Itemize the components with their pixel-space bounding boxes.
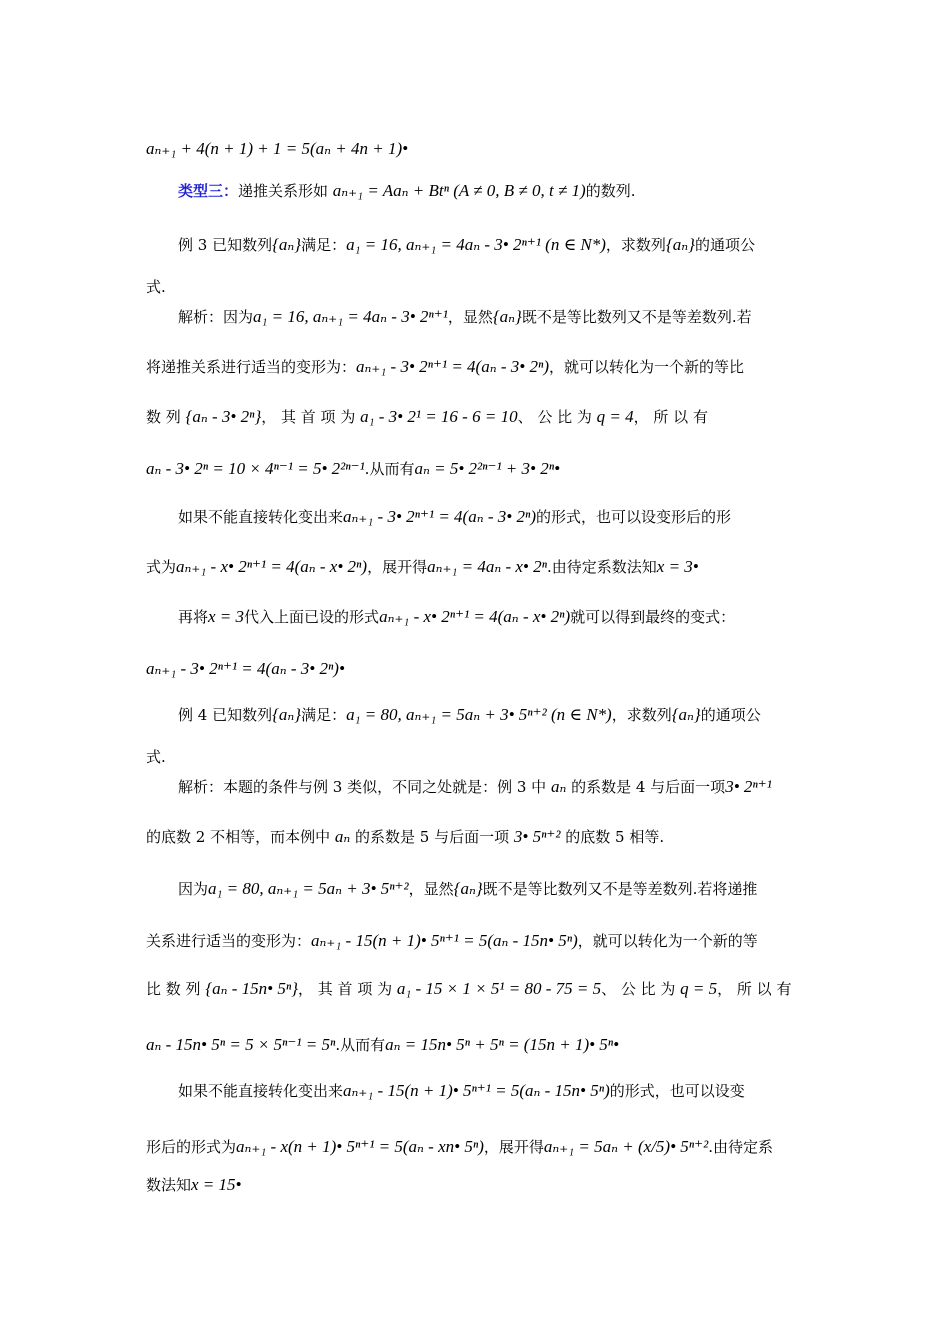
body-text: 数 列	[146, 408, 186, 426]
math-formula: aₙ₊₁ = 5aₙ + (x/5)• 5ⁿ⁺²	[543, 1137, 709, 1156]
body-text: ，就可以转化为一个新的等	[577, 932, 758, 950]
math-formula: aₙ - 15n• 5ⁿ = 5 × 5ⁿ⁻¹ = 5ⁿ	[146, 1035, 336, 1054]
math-formula: aₙ₊₁ - 15(n + 1)• 5ⁿ⁺¹ = 5(aₙ - 15n• 5ⁿ)	[311, 931, 578, 950]
text-line	[146, 746, 808, 768]
body-text: ， 所 以 有	[717, 980, 792, 998]
math-formula: {aₙ - 15n• 5ⁿ}	[205, 979, 299, 998]
math-formula: q = 4	[596, 407, 634, 426]
math-formula: a₁ - 3• 2¹ = 16 - 6 = 10	[360, 407, 518, 426]
text-line	[146, 1136, 808, 1158]
body-text: 就可以得到最终的变式：	[570, 608, 736, 626]
text-line	[146, 1034, 808, 1056]
body-text: ，求数列	[611, 706, 672, 724]
body-text: 再将	[178, 608, 209, 626]
body-text: 将递推关系进行适当的变形为：	[146, 358, 357, 376]
math-formula: aₙ₊₁ - 3• 2ⁿ⁺¹ = 4(aₙ - 3• 2ⁿ)	[343, 507, 536, 526]
body-text: .从而有	[335, 1036, 386, 1054]
body-text: 形后的形式为	[146, 1138, 237, 1156]
body-text: 、 公 比 为	[517, 408, 597, 426]
text-line	[146, 356, 808, 378]
text-line	[178, 306, 808, 328]
math-formula: aₙ₊₁ = 4aₙ - x• 2ⁿ	[427, 557, 547, 576]
section-heading: 类型三：	[178, 182, 239, 200]
math-formula: aₙ - 3• 2ⁿ = 10 × 4ⁿ⁻¹ = 5• 2²ⁿ⁻¹	[146, 459, 365, 478]
math-formula: aₙ₊₁ - 3• 2ⁿ⁺¹ = 4(aₙ - 3• 2ⁿ)	[356, 357, 549, 376]
math-formula: a₁ = 16, aₙ₊₁ = 4aₙ - 3• 2ⁿ⁺¹ (n ∈ N*)	[346, 235, 606, 254]
body-text: ，展开得	[367, 558, 428, 576]
math-formula: aₙ₊₁ - x(n + 1)• 5ⁿ⁺¹ = 5(aₙ - xn• 5ⁿ)	[236, 1137, 484, 1156]
text-line	[178, 234, 808, 256]
body-text: 满足：	[301, 706, 347, 724]
body-text: ， 其 首 项 为	[261, 408, 361, 426]
body-text: ，显然	[408, 880, 454, 898]
body-text: 如果不能直接转化变出来	[178, 508, 344, 526]
math-formula: aₙ₊₁ - x• 2ⁿ⁺¹ = 4(aₙ - x• 2ⁿ)	[379, 607, 571, 626]
math-formula: {aₙ}	[671, 705, 701, 724]
text-line	[146, 1174, 808, 1196]
body-text: 比 数 列	[146, 980, 206, 998]
body-text: 数法知	[146, 1176, 192, 1194]
text-line	[178, 1080, 808, 1102]
math-formula: {aₙ}	[272, 235, 302, 254]
body-text: 、 公 比 为	[601, 980, 681, 998]
math-formula: {aₙ}	[492, 307, 522, 326]
math-formula: a₁ = 80, aₙ₊₁ = 5aₙ + 3• 5ⁿ⁺²	[208, 879, 409, 898]
text-line	[178, 878, 808, 900]
math-formula: x = 3•	[656, 557, 699, 576]
body-text: 的系数是 5 与后面一项	[350, 828, 514, 846]
body-text: ，就可以转化为一个新的等比	[548, 358, 744, 376]
body-text: .从而有	[364, 460, 415, 478]
body-text: 关系进行适当的变形为：	[146, 932, 312, 950]
text-line	[146, 138, 808, 160]
body-text: 解析：因为	[178, 308, 254, 326]
body-text: 式.	[146, 278, 166, 296]
text-line	[178, 180, 808, 202]
body-text: ， 所 以 有	[633, 408, 708, 426]
body-text: 递推关系形如	[238, 182, 333, 200]
math-formula: aₙ₊₁ - 15(n + 1)• 5ⁿ⁺¹ = 5(aₙ - 15n• 5ⁿ)	[343, 1081, 610, 1100]
math-formula: {aₙ}	[272, 705, 302, 724]
text-line	[146, 556, 808, 578]
math-formula: 3• 5ⁿ⁺²	[513, 827, 561, 846]
body-text: 的通项公	[694, 236, 755, 254]
math-formula: x = 15•	[191, 1175, 242, 1194]
math-formula: x = 3	[208, 607, 245, 626]
body-text: 的形式，也可以设变	[609, 1082, 745, 1100]
body-text: 例 4 已知数列	[178, 706, 273, 724]
math-formula: aₙ = 5• 2²ⁿ⁻¹ + 3• 2ⁿ•	[414, 459, 561, 478]
math-formula: aₙ = 15n• 5ⁿ + 5ⁿ = (15n + 1)• 5ⁿ•	[385, 1035, 620, 1054]
body-text: .由待定系数法知	[547, 558, 657, 576]
math-formula: aₙ₊₁ - x• 2ⁿ⁺¹ = 4(aₙ - x• 2ⁿ)	[176, 557, 368, 576]
body-text: ， 其 首 项 为	[298, 980, 397, 998]
body-text: 代入上面已设的形式	[244, 608, 380, 626]
text-line	[146, 406, 808, 428]
body-text: 的底数 5 相等.	[560, 828, 665, 846]
text-line	[146, 930, 808, 952]
text-line	[178, 606, 808, 628]
body-text: 的数列.	[585, 182, 636, 200]
body-text: 的底数 2 不相等，而本例中	[146, 828, 335, 846]
math-formula: {aₙ}	[665, 235, 695, 254]
body-text: 的形式，也可以设变形后的形	[535, 508, 731, 526]
body-text: 式为	[146, 558, 177, 576]
text-line	[146, 978, 808, 1000]
body-text: 既不是等比数列又不是等差数列.若	[521, 308, 752, 326]
body-text: 既不是等比数列又不是等差数列.若将递推	[482, 880, 758, 898]
text-line	[146, 458, 808, 480]
math-formula: aₙ	[334, 827, 351, 846]
text-line	[146, 276, 808, 298]
text-line	[146, 658, 808, 680]
math-formula: q = 5	[680, 979, 718, 998]
body-text: ，显然	[447, 308, 493, 326]
body-text: .由待定系	[708, 1138, 773, 1156]
math-formula: a₁ = 16, aₙ₊₁ = 4aₙ - 3• 2ⁿ⁺¹	[253, 307, 448, 326]
body-text: ，求数列	[605, 236, 666, 254]
math-formula: aₙ₊₁ + 4(n + 1) + 1 = 5(aₙ + 4n + 1)•	[146, 139, 409, 158]
math-formula: 3• 2ⁿ⁺¹	[725, 777, 772, 796]
body-text: ，展开得	[483, 1138, 544, 1156]
math-formula: a₁ - 15 × 1 × 5¹ = 80 - 75 = 5	[396, 979, 602, 998]
math-formula: {aₙ - 3• 2ⁿ}	[185, 407, 262, 426]
body-text: 的系数是 4 与后面一项	[566, 778, 726, 796]
math-formula: {aₙ}	[453, 879, 483, 898]
body-text: 解析：本题的条件与例 3 类似，不同之处就是：例 3 中	[178, 778, 551, 796]
body-text: 例 3 已知数列	[178, 236, 273, 254]
body-text: 式.	[146, 748, 166, 766]
math-formula: aₙ₊₁ - 3• 2ⁿ⁺¹ = 4(aₙ - 3• 2ⁿ)•	[146, 659, 345, 678]
body-text: 的通项公	[700, 706, 761, 724]
math-formula: a₁ = 80, aₙ₊₁ = 5aₙ + 3• 5ⁿ⁺² (n ∈ N*)	[346, 705, 612, 724]
text-line	[146, 826, 808, 848]
text-line	[178, 704, 808, 726]
math-formula: aₙ	[550, 777, 567, 796]
body-text: 满足：	[301, 236, 347, 254]
body-text: 因为	[178, 880, 209, 898]
text-line	[178, 776, 808, 798]
text-line	[178, 506, 808, 528]
math-formula: aₙ₊₁ = Aaₙ + Btⁿ (A ≠ 0, B ≠ 0, t ≠ 1)	[332, 181, 586, 200]
body-text: 如果不能直接转化变出来	[178, 1082, 344, 1100]
